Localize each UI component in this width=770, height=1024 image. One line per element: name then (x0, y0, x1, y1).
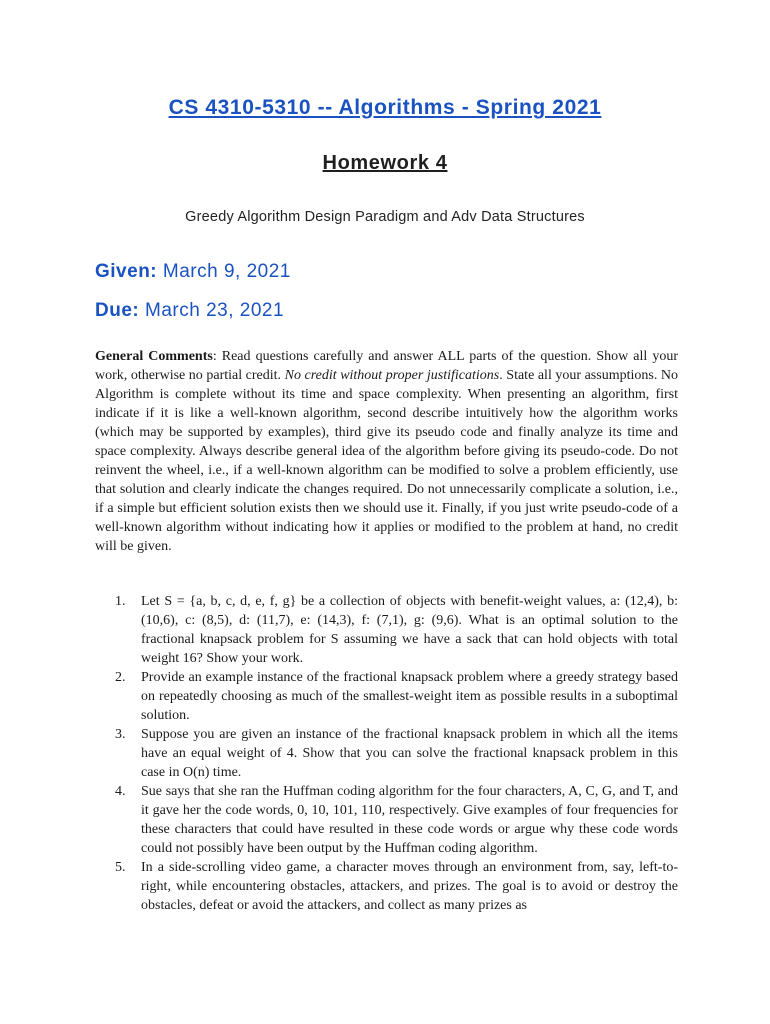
general-comments-italic: No credit without proper justifications (284, 368, 500, 383)
question-number: 1. (115, 594, 126, 609)
question-text: Sue says that she ran the Huffman coding algorithm for the four characters, A, C, G, and T, and it gave her the code words, 0, 10, 101, 110, respectively. Give examples of four frequencies for these characters that could have resulted in these code words or argue why these code words could not possibly have been output by the Huffman coding algorithm. (141, 784, 678, 856)
question-item (95, 592, 678, 668)
question-item (95, 725, 678, 782)
question-number: 5. (115, 860, 126, 875)
question-number: 3. (115, 727, 126, 742)
due-date (95, 300, 284, 322)
question-text: In a side-scrolling video game, a character moves through an environment from, say, left-to-right, while encountering obstacles, attackers, and prizes. The goal is to avoid or destroy the obstacles, defeat or avoid the attackers, and collect as many prizes as (141, 860, 678, 913)
question-text: Let S = {a, b, c, d, e, f, g} be a collection of objects with benefit-weight values, a: (12,4), b: (10,6), c: (8,5), d: (11,7), e: (14,3), f: (7,1), g: (9,6). What is an optimal solution to the fractional knapsack problem for S assuming we have a sack that can hold objects with total weight 16? Show your work. (141, 594, 678, 666)
given-value: March 9, 2021 (157, 261, 291, 282)
general-comments-text-1: : Read questions carefully and answer ALL parts of the question. Show all your work, otherwise no partial credit. (95, 349, 678, 383)
question-item (95, 858, 678, 915)
general-comments-label: General Comments (95, 349, 213, 364)
question-number: 4. (115, 784, 126, 799)
homework-subtitle: Greedy Algorithm Design Paradigm and Adv Data Structures (185, 209, 585, 225)
due-label: Due: (95, 300, 140, 321)
due-value: March 23, 2021 (139, 300, 285, 321)
given-label: Given: (95, 261, 158, 282)
question-list (95, 592, 678, 915)
given-date (95, 261, 291, 283)
course-title: CS 4310-5310 -- Algorithms - Spring 2021 (168, 96, 602, 119)
general-comments (95, 347, 678, 556)
general-comments-text-2: . State all your assumptions. No Algorithm is complete without its time and space complexity. When presenting an algorithm, first indicate if it is like a well-known algorithm, second describe intuitively how the algorithm works (which may be supported by examples), third give its pseudo code and finally analyze its time and space complexity. Always describe general idea of the algorithm before giving its pseudo-code. Do not reinvent the wheel, i.e., if a well-known algorithm can be modified to solve a problem efficiently, use that solution and clearly indicate the changes required. Do not unnecessarily complicate a solution, i.e., if a simple but efficient solution exists then we should use it. Finally, if you just write pseudo-code of a well-known algorithm without indicating how it applies or modified to the problem at hand, no credit will be given. (95, 368, 678, 554)
question-number: 2. (115, 670, 126, 685)
question-item (95, 668, 678, 725)
question-item (95, 782, 678, 858)
homework-title: Homework 4 (322, 152, 448, 174)
question-text: Provide an example instance of the fractional knapsack problem where a greedy strategy based on repeatedly choosing as much of the smallest-weight item as possible results in a suboptimal solution. (141, 670, 678, 723)
question-text: Suppose you are given an instance of the fractional knapsack problem in which all the items have an equal weight of 4. Show that you can solve the fractional knapsack problem in this case in O(n) time. (141, 727, 678, 780)
